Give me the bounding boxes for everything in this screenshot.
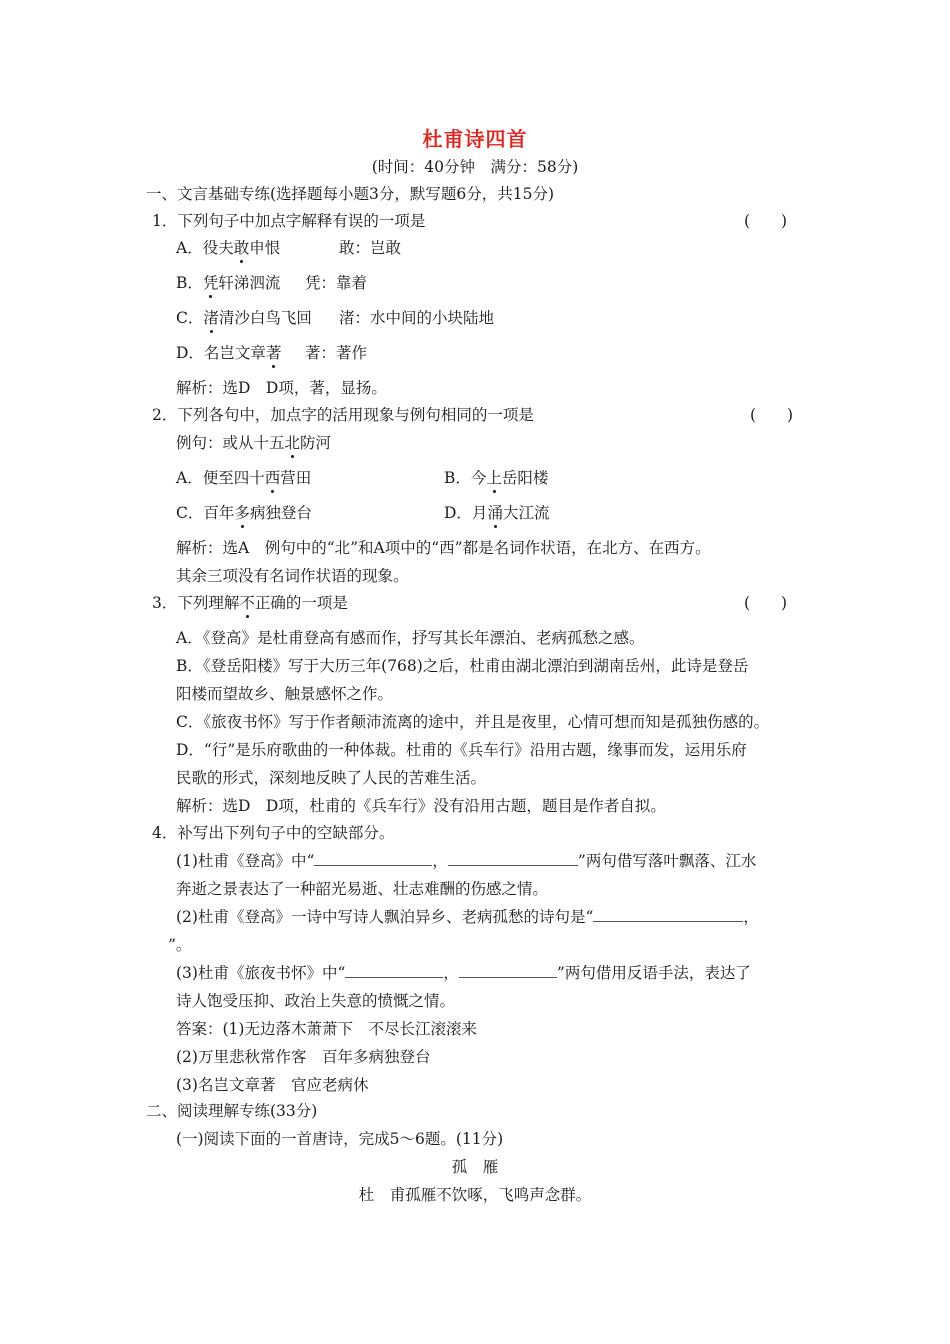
dotted-char: 渚	[203, 309, 219, 327]
q3-stem	[152, 593, 348, 613]
item1-separator: ，	[432, 852, 448, 870]
option-c-pre: C．百年	[176, 504, 235, 522]
section-2-subheading: (一)阅读下面的一首唐诗，完成5～6题。(11分)	[176, 1130, 504, 1148]
fill-blank[interactable]	[459, 963, 557, 978]
q4-answer-line1: 答案：(1)无边落木萧萧下 不尽长江滚滚来	[176, 1020, 477, 1038]
item1-text-a: (1)杜甫《登高》中“	[176, 852, 315, 870]
q1-answer-paren: ( )	[744, 212, 788, 230]
dotted-char: 凭	[202, 274, 219, 292]
option-d-post: 大江流	[502, 504, 550, 522]
q2-option-a	[176, 468, 311, 488]
section-1-heading: 一、文言基础专练(选择题每小题3分，默写题6分，共15分)	[146, 185, 555, 203]
poem-author-line: 杜 甫孤雁不饮啄，飞鸣声念群。	[358, 1186, 592, 1204]
q4-stem: 4．补写出下列句子中的空缺部分。	[152, 824, 395, 842]
q3-option-b-line1: B．《登岳阳楼》写于大历三年(768)之后，杜甫由湖北漂泊到湖南岳州，此诗是登岳	[176, 657, 749, 675]
q1-option-b	[176, 273, 280, 293]
item2-separator: ，	[743, 908, 759, 926]
q4-item3-line1	[176, 963, 751, 983]
option-c-post: 病独登台	[249, 504, 312, 522]
q2-example	[176, 433, 331, 453]
dotted-char: 上	[486, 469, 502, 487]
q1-option-d-gloss: 著：著作	[305, 344, 368, 362]
q1-option-b-gloss: 凭：靠着	[305, 274, 368, 292]
option-a-pre: A．便至四十	[176, 469, 265, 487]
q3-option-b-line2: 阳楼而望故乡、触景感怀之作。	[176, 685, 394, 703]
q1-option-c-gloss: 渚：水中间的小块陆地	[339, 309, 495, 327]
q2-option-b	[444, 468, 548, 488]
q3-option-a: A．《登高》是杜甫登高有感而作，抒写其长年漂泊、老病孤愁之感。	[176, 629, 645, 647]
q1-analysis: 解析：选D D项，著，显扬。	[176, 379, 387, 397]
q1-option-d	[176, 343, 281, 363]
option-c-post: 清沙白鸟飞回	[218, 309, 312, 327]
poem-title: 孤 雁	[451, 1158, 499, 1176]
option-b-post: 轩涕泗流	[218, 274, 281, 292]
section-2-heading: 二、阅读理解专练(33分)	[146, 1102, 318, 1120]
q2-stem: 2．下列各句中，加点字的活用现象与例句相同的一项是	[152, 406, 534, 424]
q3-analysis: 解析：选D D项，杜甫的《兵车行》没有沿用古题，题目是作者自拟。	[176, 797, 666, 815]
dotted-char: 著	[265, 344, 282, 362]
q4-answer-line3: (3)名岂文章著 官应老病休	[176, 1076, 369, 1094]
fill-blank[interactable]	[345, 963, 443, 978]
item2-text-a: (2)杜甫《登高》一诗中写诗人飘泊异乡、老病孤愁的诗句是“	[176, 908, 594, 926]
page-title: 杜甫诗四首	[422, 127, 528, 151]
option-b-pre: B．今	[444, 469, 487, 487]
dotted-char: 敢	[233, 239, 250, 257]
q2-answer-paren: ( )	[750, 406, 794, 424]
q1-option-a-gloss: 敢：岂敢	[339, 239, 402, 257]
q4-item2-line1	[176, 907, 759, 927]
option-a-pre: A．役夫	[176, 239, 234, 257]
dotted-char: 北	[284, 434, 301, 452]
option-c-pre: C．	[176, 309, 204, 327]
stem-post: 正确的一项是	[254, 594, 348, 612]
q4-item1-line1	[176, 851, 756, 871]
item3-text-a: (3)杜甫《旅夜书怀》中“	[176, 964, 346, 982]
q2-analysis-line2: 其余三项没有名词作状语的现象。	[176, 567, 409, 585]
option-d-pre: D．月	[444, 504, 488, 522]
q3-option-d-line1: D．“行”是乐府歌曲的一种体裁。杜甫的《兵车行》沿用古题，缘事而发，运用乐府	[176, 741, 747, 759]
q1-stem: 1．下列句子中加点字解释有误的一项是	[152, 212, 426, 230]
q4-item1-line2: 奔逝之景表达了一种韶光易逝、壮志难酬的伤感之情。	[176, 880, 549, 898]
option-b-pre: B．	[176, 274, 203, 292]
option-d-pre: D．名岂文章	[176, 344, 266, 362]
example-pre: 例句：或从十五	[176, 434, 285, 452]
item3-separator: ，	[443, 964, 459, 982]
q3-answer-paren: ( )	[744, 594, 788, 612]
item3-text-b: ”两句借用反语手法，表达了	[556, 964, 751, 982]
fill-blank[interactable]	[593, 907, 743, 922]
example-post: 防河	[300, 434, 332, 452]
stem-pre: 3．下列理解	[152, 594, 240, 612]
q2-analysis-line1: 解析：选A 例句中的“北”和A项中的“西”都是名词作状语，在北方、在西方。	[176, 539, 711, 557]
option-b-post: 岳阳楼	[501, 469, 549, 487]
option-a-post: 申恨	[249, 239, 281, 257]
item1-text-b: ”两句借写落叶飘落、江水	[577, 852, 757, 870]
dotted-char: 西	[264, 469, 281, 487]
q3-option-d-line2: 民歌的形式，深刻地反映了人民的苦难生活。	[176, 769, 487, 787]
q4-item2-line2: ”。	[168, 936, 192, 954]
fill-blank[interactable]	[314, 851, 432, 866]
q4-item3-line2: 诗人饱受压抑、政治上失意的愤慨之情。	[176, 992, 456, 1010]
option-a-post: 营田	[280, 469, 312, 487]
time-score-info: (时间：40分钟 满分：58分)	[371, 158, 579, 176]
q3-option-c: C．《旅夜书怀》写于作者颠沛流离的途中，并且是夜里，心情可想而知是孤独伤感的。	[176, 713, 770, 731]
q1-option-a	[176, 238, 280, 258]
q4-answer-line2: (2)万里悲秋常作客 百年多病独登台	[176, 1048, 431, 1066]
q1-option-c	[176, 308, 312, 328]
dotted-char: 不	[239, 594, 255, 612]
fill-blank[interactable]	[448, 851, 578, 866]
dotted-char: 涌	[487, 504, 503, 522]
q2-option-c	[176, 503, 312, 523]
q2-option-d	[444, 503, 549, 523]
dotted-char: 多	[234, 504, 250, 522]
